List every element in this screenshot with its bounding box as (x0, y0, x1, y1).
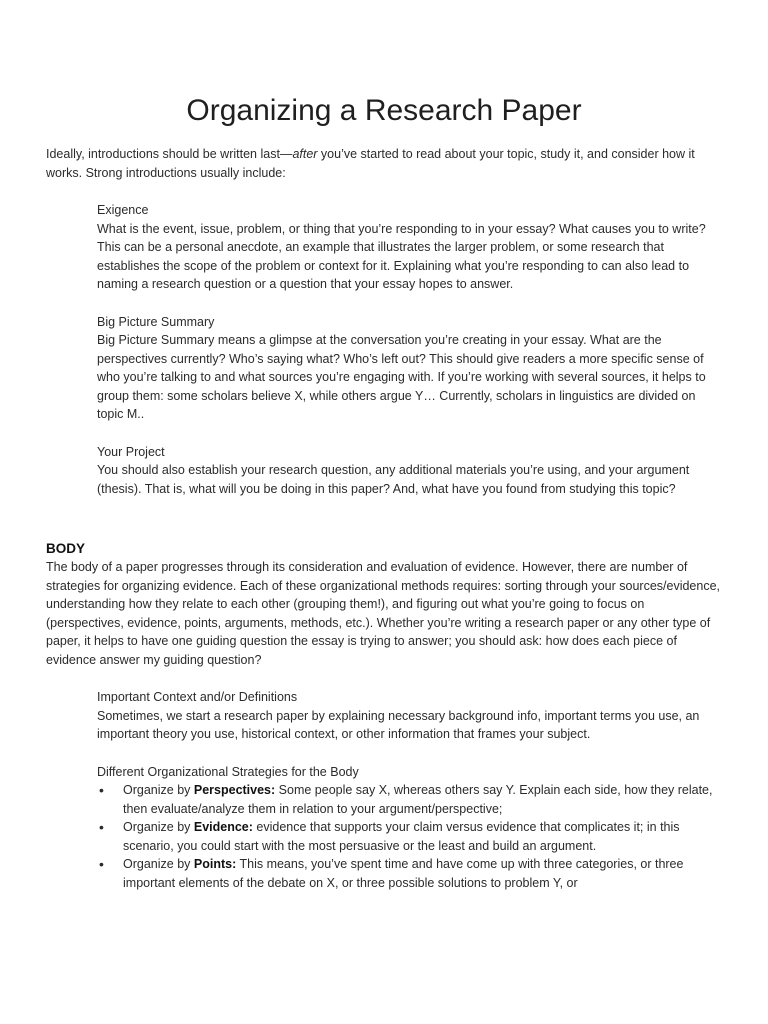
item-bold-label: Evidence: (193, 820, 253, 834)
section-text: Big Picture Summary means a glimpse at the conversation you’re creating in your essay. What are the perspectives currently? Who’s saying what? Who’s left out? This should give readers a more specific sense of who you’re talking to and what sources you’re engaging with. If you’re working with several sources, it helps to group them: some scholars believe X, while others argue Y… Currently, scholars in linguistics are divided on topic M.. (97, 333, 706, 421)
section-heading: Different Organizational Strategies for the Body (97, 764, 359, 779)
item-prefix: Organize by (123, 820, 194, 834)
intro-emphasis: after (292, 147, 318, 161)
item-prefix: Organize by (123, 857, 194, 871)
item-text: evidence that supports your claim versus evidence that complicates it; in this scenario, you could start with the most persuasive or the least and build an argument. (123, 820, 680, 853)
item-text: Some people say X, whereas others say Y. Explain each side, how they relate, then evaluate/analyze them in relation to your argument/perspective; (123, 783, 713, 816)
section-important-context (97, 688, 722, 744)
section-text: You should also establish your research question, any additional materials you’re using, and your argument (thesis). That is, what will you be doing in this paper? And, what have you found from studying this topic? (97, 463, 690, 496)
section-heading: Big Picture Summary (97, 314, 215, 329)
body-heading: BODY (46, 541, 86, 556)
section-heading: Exigence (97, 203, 149, 217)
body-paragraph: The body of a paper progresses through its consideration and evaluation of evidence. However, there are number of strategies for organizing evidence. Each of these organizational methods requires: sorting through your sources/evidence, understanding how they relate to each other (grouping them!), and figuring out what you’re going to focus on (perspectives, evidence, points, arguments, methods, etc.). Whether you’re writing a research paper or any other type of paper, it helps to have one guiding question the essay is trying to answer; you should ask: how does each piece of evidence answer my guiding question? (46, 560, 720, 667)
section-text: Sometimes, we start a research paper by explaining necessary background info, important terms you use, an important theory you use, historical context, or other information that frames your subject. (97, 708, 700, 741)
page-title: Organizing a Research Paper (186, 94, 582, 127)
item-text: This means, you’ve spent time and have come up with three categories, or three important elements of the debate on X, or three possible solutions to problem Y, or (123, 857, 684, 890)
section-heading: Your Project (97, 444, 165, 459)
intro-text-before: Ideally, introductions should be written last— (46, 147, 293, 161)
section-heading: Important Context and/or Definitions (97, 690, 298, 704)
item-prefix: Organize by (123, 783, 194, 797)
section-big-picture-summary (97, 313, 722, 424)
section-your-project (97, 443, 722, 499)
section-text: What is the event, issue, problem, or thing that you’re responding to in your essay? What causes you to write? This can be a personal anecdote, an example that illustrates the larger problem, or some research that establishes the scope of the problem or context for it. Explaining what you’re responding to can also lead to naming a research question or a question that your essay hopes to answer. (97, 221, 706, 291)
item-bold-label: Perspectives: (193, 783, 276, 797)
list-item (97, 855, 722, 892)
section-exigence (97, 201, 722, 294)
bullet-icon: • (99, 856, 104, 872)
bullet-icon: • (99, 819, 104, 835)
item-bold-label: Points: (193, 857, 237, 871)
section-organizational-strategies (97, 763, 722, 893)
bullet-icon: • (99, 782, 104, 798)
intro-text-after: you’ve started to read about your topic, study it, and consider how it works. Strong introductions usually include: (46, 147, 695, 180)
list-item (97, 818, 722, 855)
intro-paragraph (46, 145, 722, 182)
list-item (97, 781, 722, 818)
strategy-list (97, 781, 722, 892)
